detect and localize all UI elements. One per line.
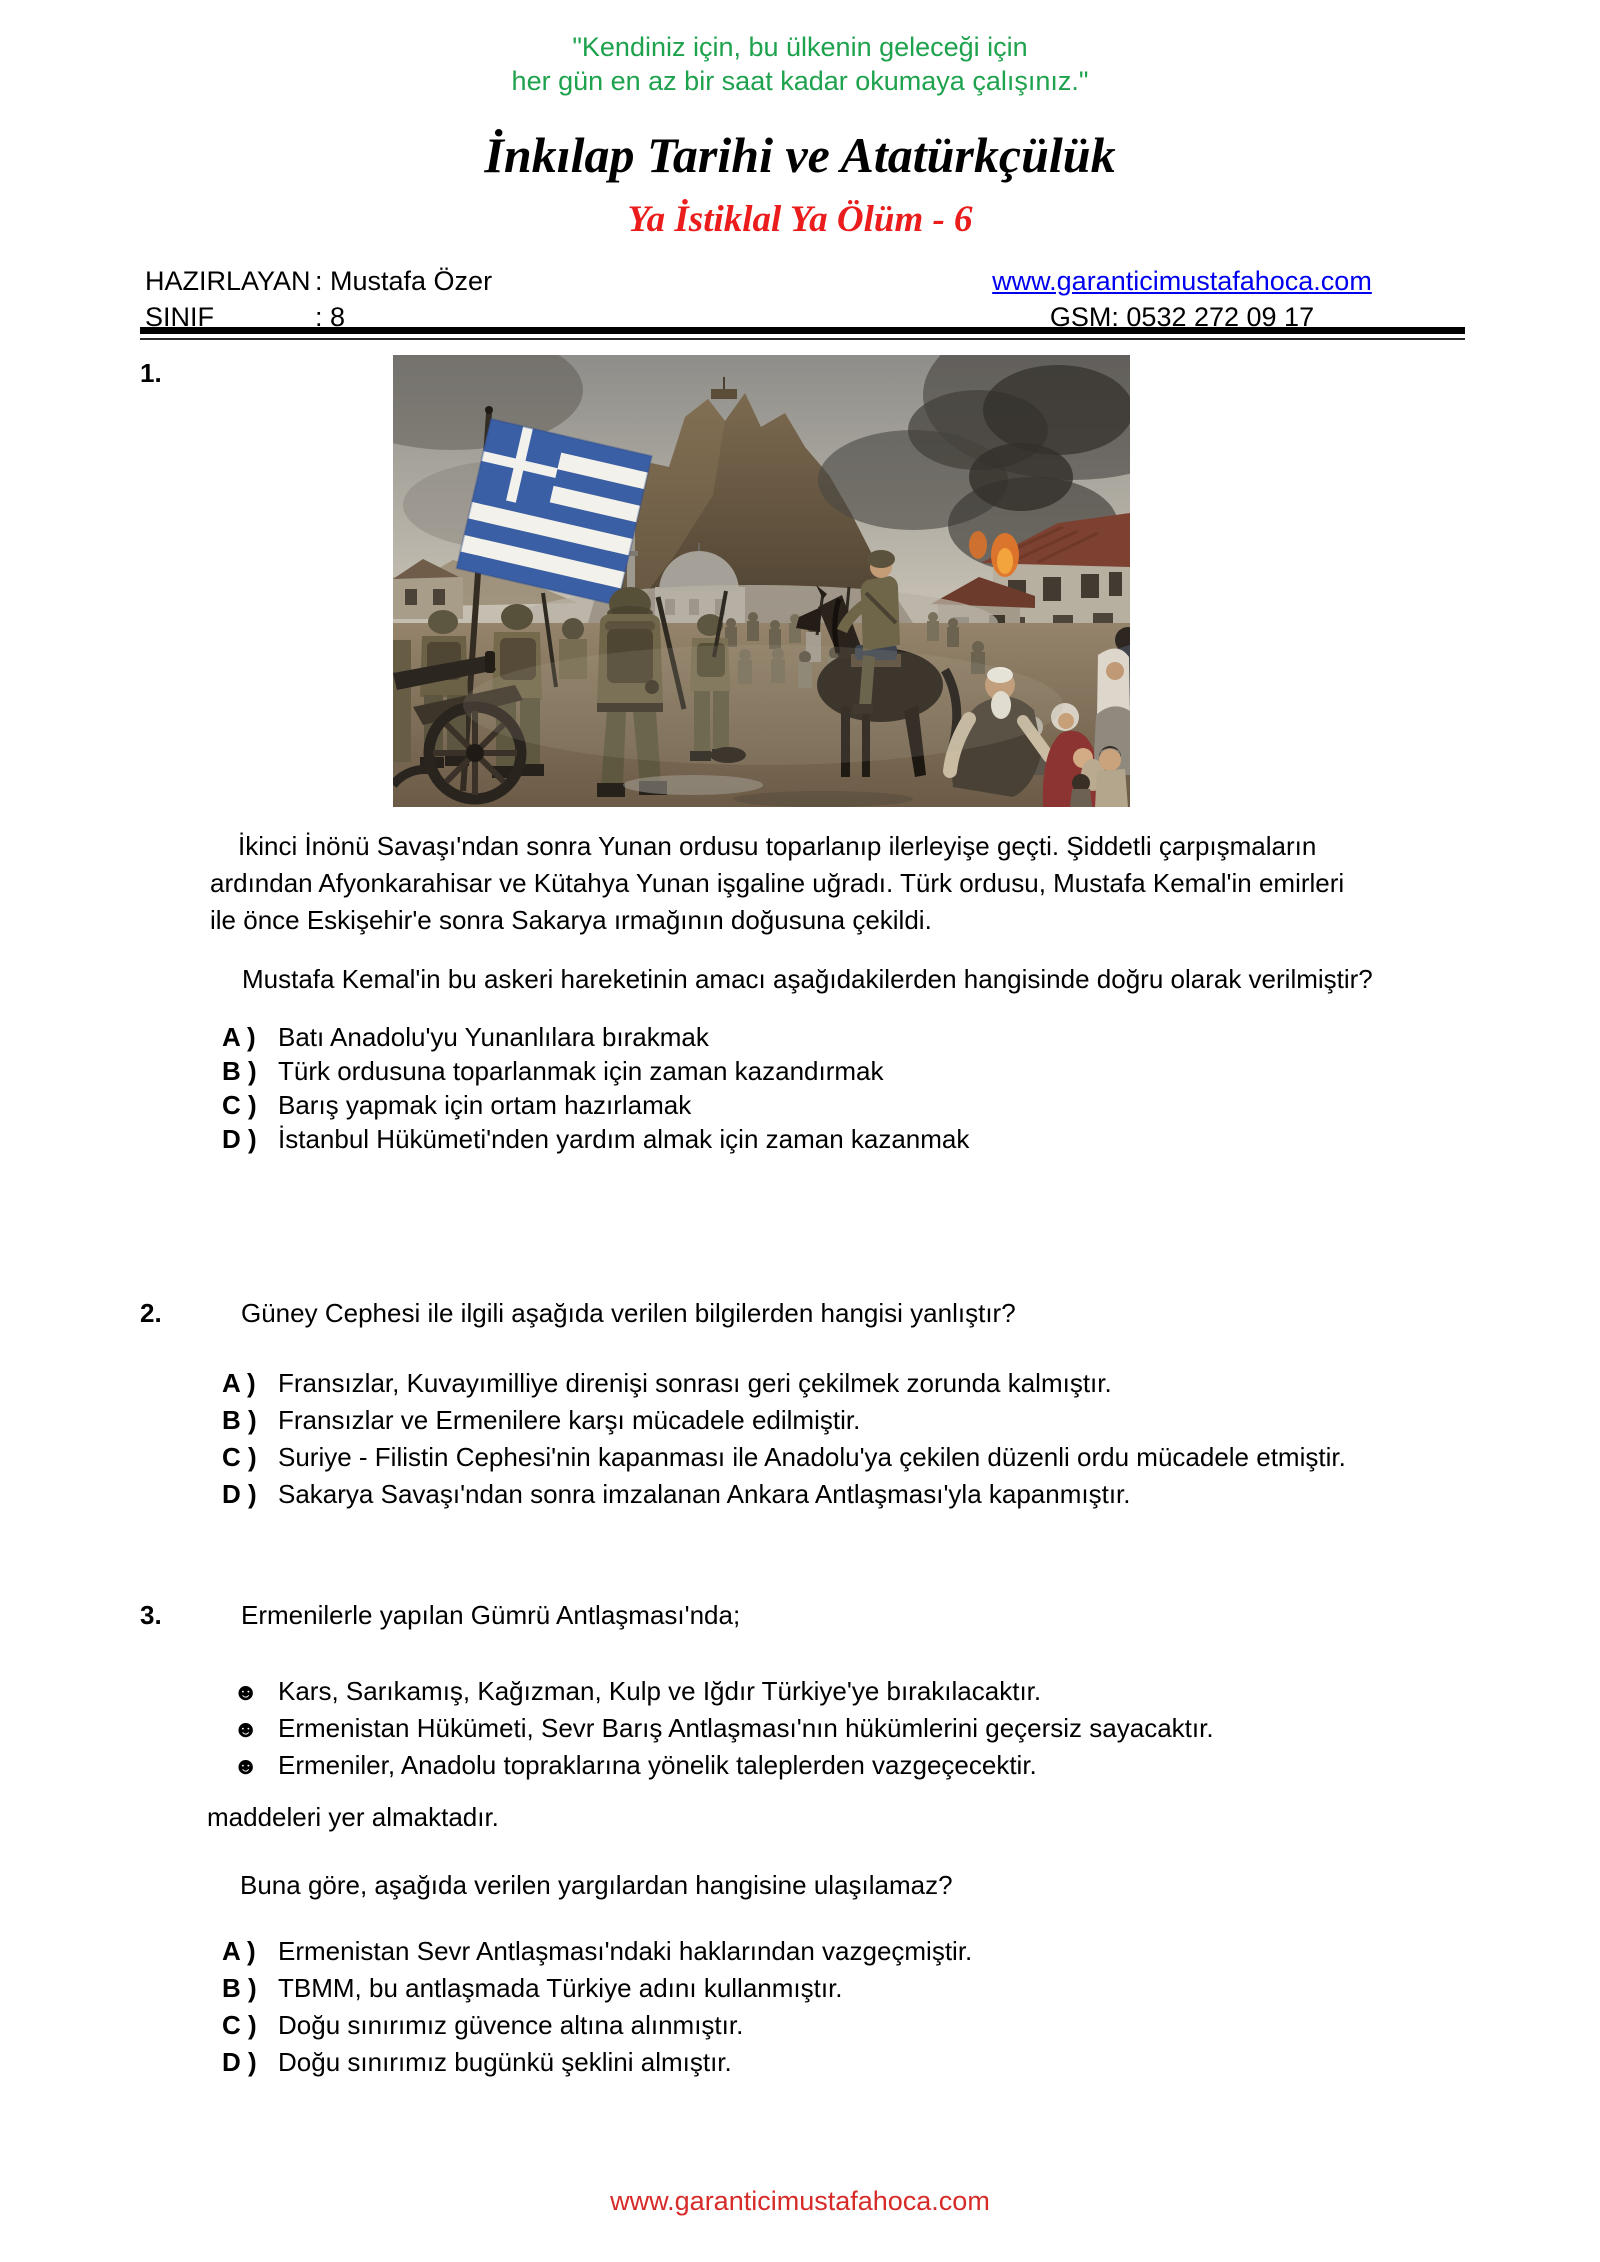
smiley-bullet-icon: ☻ [233, 1679, 259, 1706]
option-row [222, 2010, 972, 2047]
bullet-text: Ermeniler, Anadolu topraklarına yönelik taleplerden vazgeçecektir. [278, 1750, 1037, 1780]
option-row [222, 1936, 972, 1973]
option-text: Fransızlar ve Ermenilere karşı mücadele edilmiştir. [278, 1405, 861, 1435]
prepared-by-value: : Mustafa Özer [315, 266, 493, 296]
paragraph-line: ardından Afyonkarahisar ve Kütahya Yunan işgaline uğradı. Türk ordusu, Mustafa Kemal'in emirleri [210, 868, 1345, 898]
header-rule [140, 327, 1465, 340]
option-text: Ermenistan Sevr Antlaşması'ndaki haklarından vazgeçmiştir. [278, 1936, 973, 1966]
option-letter: D ) [222, 1124, 257, 1154]
website-row [983, 266, 1381, 297]
question-1-paragraph [210, 828, 1344, 939]
option-letter: D ) [222, 1479, 257, 1509]
option-text: Doğu sınırımız güvence altına alınmıştır. [278, 2010, 744, 2040]
option-row [222, 1479, 1346, 1516]
option-row [222, 1442, 1346, 1479]
option-letter: C ) [222, 1442, 257, 1472]
question-2-options [222, 1368, 1346, 1516]
option-text: İstanbul Hükümeti'nden yardım almak için zaman kazanmak [278, 1124, 970, 1154]
option-text: Barış yapmak için ortam hazırlamak [278, 1090, 692, 1120]
question-3-bullets [233, 1676, 1214, 1787]
option-row [222, 1368, 1346, 1405]
option-row [222, 1022, 969, 1056]
option-text: Sakarya Savaşı'ndan sonra imzalanan Ankara Antlaşması'yla kapanmıştır. [278, 1479, 1131, 1509]
question-3-after-bullets: maddeleri yer almaktadır. [207, 1802, 499, 1832]
option-text: Suriye - Filistin Cephesi'nin kapanması ile Anadolu'ya çekilen düzenli ordu mücadele etmiştir. [278, 1442, 1346, 1472]
prepared-by-row [145, 266, 492, 297]
prepared-by-label: HAZIRLAYAN [145, 266, 311, 296]
option-letter: A ) [222, 1022, 256, 1052]
class-label: SINIF [145, 302, 215, 332]
option-text: Batı Anadolu'yu Yunanlılara bırakmak [278, 1022, 709, 1052]
motivation-quote [0, 30, 1600, 98]
paragraph-line: İkinci İnönü Savaşı'ndan sonra Yunan ordusu toparlanıp ilerleyişe geçti. Şiddetli çarpışmaların [238, 831, 1317, 861]
question-3-number: 3. [140, 1600, 162, 1630]
question-1-options [222, 1022, 969, 1158]
option-row [222, 1090, 969, 1124]
gsm-number: GSM: 0532 272 09 17 [1049, 302, 1315, 332]
smiley-bullet-icon: ☻ [233, 1716, 259, 1743]
smiley-bullet-icon: ☻ [233, 1753, 259, 1780]
option-row [222, 1405, 1346, 1442]
question-2-number: 2. [140, 1298, 162, 1328]
option-text: Fransızlar, Kuvayımilliye direnişi sonrası geri çekilmek zorunda kalmıştır. [278, 1368, 1112, 1398]
bullet-text: Kars, Sarıkamış, Kağızman, Kulp ve Iğdır Türkiye'ye bırakılacaktır. [278, 1676, 1042, 1706]
question-3-stem2: Buna göre, aşağıda verilen yargılardan hangisine ulaşılamaz? [240, 1870, 953, 1900]
page-subtitle: Ya İstiklal Ya Ölüm - 6 [627, 199, 973, 240]
option-letter: B ) [222, 1405, 257, 1435]
option-letter: D ) [222, 2047, 257, 2077]
option-letter: B ) [222, 1056, 257, 1086]
option-row [222, 1124, 969, 1158]
page-title: İnkılap Tarihi ve Atatürkçülük [484, 127, 1116, 183]
quote-line-1: "Kendiniz için, bu ülkenin geleceği için [572, 32, 1028, 62]
footer [0, 2186, 1600, 2217]
option-row [222, 2047, 972, 2084]
question-3-options [222, 1936, 972, 2084]
option-letter: A ) [222, 1368, 256, 1398]
question-2-stem: Güney Cephesi ile ilgili aşağıda verilen bilgilerden hangisi yanlıştır? [241, 1298, 1016, 1328]
bullet-item [233, 1713, 1214, 1750]
option-letter: C ) [222, 1090, 257, 1120]
war-scene-image [393, 355, 1130, 807]
option-letter: C ) [222, 2010, 257, 2040]
option-text: Türk ordusuna toparlanmak için zaman kazandırmak [278, 1056, 884, 1086]
website-link[interactable]: www.garanticimustafahoca.com [992, 266, 1372, 296]
option-text: TBMM, bu antlaşmada Türkiye adını kullanmıştır. [278, 1973, 843, 2003]
bullet-text: Ermenistan Hükümeti, Sevr Barış Antlaşması'nın hükümlerini geçersiz sayacaktır. [278, 1713, 1214, 1743]
paragraph-line: ile önce Eskişehir'e sonra Sakarya ırmağının doğusuna çekildi. [210, 905, 932, 935]
option-letter: A ) [222, 1936, 256, 1966]
quote-line-2: her gün en az bir saat kadar okumaya çalışınız." [511, 66, 1089, 96]
class-value: : 8 [315, 302, 346, 332]
bullet-item [233, 1750, 1214, 1787]
question-1-stem: Mustafa Kemal'in bu askeri hareketinin amacı aşağıdakilerden hangisinde doğru olarak verilmiştir? [242, 964, 1373, 994]
footer-link[interactable]: www.garanticimustafahoca.com [610, 2186, 990, 2216]
option-text: Doğu sınırımız bugünkü şeklini almıştır. [278, 2047, 732, 2077]
question-3-stem: Ermenilerle yapılan Gümrü Antlaşması'nda; [241, 1600, 741, 1630]
option-row [222, 1056, 969, 1090]
bullet-item [233, 1676, 1214, 1713]
option-letter: B ) [222, 1973, 257, 2003]
question-1-number: 1. [140, 358, 162, 388]
option-row [222, 1973, 972, 2010]
